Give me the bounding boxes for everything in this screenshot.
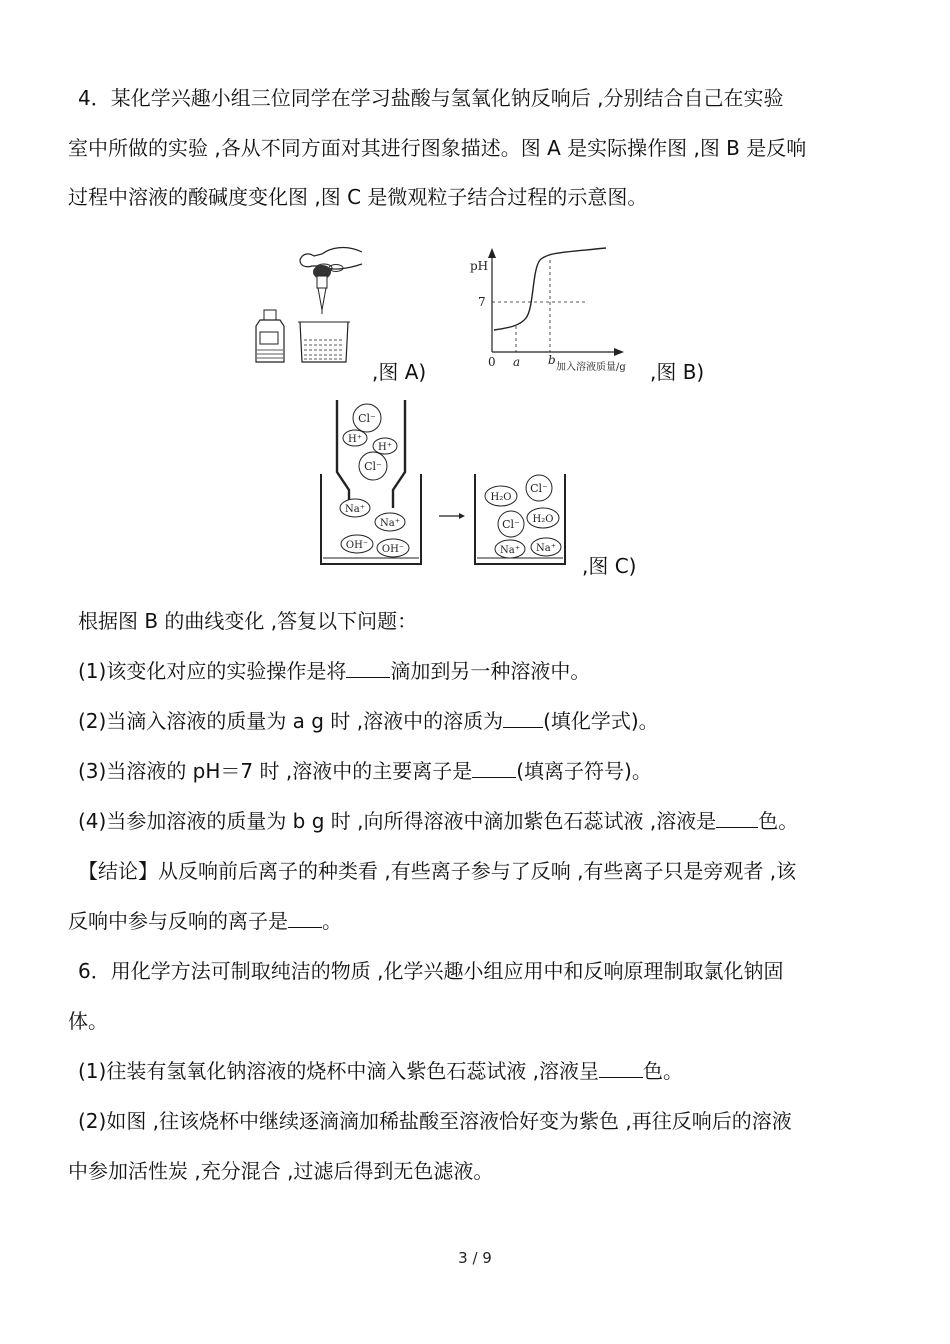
q6-line-2: 体。	[68, 1009, 108, 1033]
ion-h-2: H⁺	[378, 442, 392, 453]
ion-na-2: Na⁺	[380, 518, 400, 529]
ion-na-4: Na⁺	[536, 543, 556, 554]
q4-line-3: 过程中溶液的酸碱度变化图 ,图 C 是微观粒子结合过程的示意图。	[68, 185, 648, 209]
figure-a-caption: ,图 A)	[372, 360, 427, 384]
graph-label-b: b	[548, 353, 556, 367]
q4-sub-3-text-pre: (3)当溶液的 pH＝7 时 ,溶液中的主要离子是	[78, 759, 473, 783]
q6-part-1-text-pre: (1)往装有氢氧化钠溶液的烧杯中滴入紫色石蕊试液 ,溶液呈	[78, 1059, 600, 1083]
figure-b-ph-graph	[468, 240, 653, 378]
conclusion-line-2	[68, 909, 342, 933]
q6-part-2-line-1: (2)如图 ,往该烧杯中继续逐滴滴加稀盐酸至溶液恰好变为紫色 ,再往反响后的溶液	[78, 1109, 792, 1133]
q4-sub-1	[78, 659, 590, 683]
conclusion-line-1: 【结论】从反响前后离子的种类看 ,有些离子参与了反响 ,有些离子只是旁观者 ,该	[78, 859, 797, 883]
figure-b-caption: ,图 B)	[650, 360, 705, 384]
figure-c-ion-diagram	[315, 398, 585, 570]
q4-sub-3	[78, 759, 652, 783]
ion-h-1: H⁺	[348, 434, 362, 445]
answer-blank-4[interactable]	[716, 809, 758, 828]
q4-sub-3-text-post: (填离子符号)。	[516, 759, 652, 783]
q4-sub-2-text-post: (填化学式)。	[543, 709, 659, 733]
answer-blank-3[interactable]	[472, 759, 516, 778]
graph-label-a: a	[513, 355, 521, 369]
ion-na-1: Na⁺	[345, 504, 365, 515]
ion-cl-2: Cl⁻	[364, 460, 382, 473]
conclusion-text-post: 。	[322, 909, 342, 933]
ion-oh-2: OH⁻	[381, 544, 405, 555]
graph-ylabel: pH	[470, 259, 489, 273]
graph-origin: 0	[488, 355, 496, 369]
q4-sub-1-text-post: 滴加到另一种溶液中。	[390, 659, 591, 683]
answer-blank-5[interactable]	[288, 909, 322, 928]
answer-blank-2[interactable]	[503, 709, 543, 728]
q4-sub-2-text-pre: (2)当滴入溶液的质量为 a g 时 ,溶液中的溶质为	[78, 709, 504, 733]
ion-oh-1: OH⁻	[345, 540, 369, 551]
q4-sub-4	[78, 809, 798, 833]
q4-sub-1-text-pre: (1)该变化对应的实验操作是将	[78, 659, 347, 683]
ion-cl-1: Cl⁻	[358, 412, 376, 425]
q4-sub-4-text-post: 色。	[758, 809, 799, 833]
page-number: 3 / 9	[458, 1249, 492, 1267]
ion-cl-3: Cl⁻	[530, 482, 548, 495]
q4-line-1: 4．某化学兴趣小组三位同学在学习盐酸与氢氧化钠反响后 ,分别结合自己在实验	[78, 86, 784, 110]
q4-sub-2	[78, 709, 659, 733]
figure-a-apparatus	[250, 242, 370, 367]
answer-blank-1[interactable]	[346, 659, 390, 678]
q4-intro: 根据图 B 的曲线变化 ,答复以下问题：	[78, 609, 418, 633]
water-1: H₂O	[490, 492, 512, 503]
q4-line-2: 室中所做的实验 ,各从不同方面对其进行图象描述。图 A 是实际操作图 ,图 B 是反响	[68, 136, 807, 160]
answer-blank-6[interactable]	[599, 1059, 643, 1078]
q6-part-1-text-post: 色。	[643, 1059, 684, 1083]
conclusion-text-pre: 反响中参与反响的离子是	[68, 909, 288, 933]
figure-c-caption: ,图 C)	[582, 554, 637, 578]
graph-tick-7: 7	[478, 295, 486, 309]
q6-part-2-line-2: 中参加活性炭 ,充分混合 ,过滤后得到无色滤液。	[68, 1159, 494, 1183]
ion-na-3: Na⁺	[500, 545, 520, 556]
q4-sub-4-text-pre: (4)当参加溶液的质量为 b g 时 ,向所得溶液中滴加紫色石蕊试液 ,溶液是	[78, 809, 717, 833]
ion-cl-4: Cl⁻	[502, 518, 520, 531]
q6-line-1: 6．用化学方法可制取纯洁的物质 ,化学兴趣小组应用中和反响原理制取氯化钠固	[78, 959, 784, 983]
water-2: H₂O	[532, 514, 554, 525]
q6-part-1	[78, 1059, 683, 1083]
graph-xlabel: 加入溶液质量/g	[556, 362, 626, 373]
